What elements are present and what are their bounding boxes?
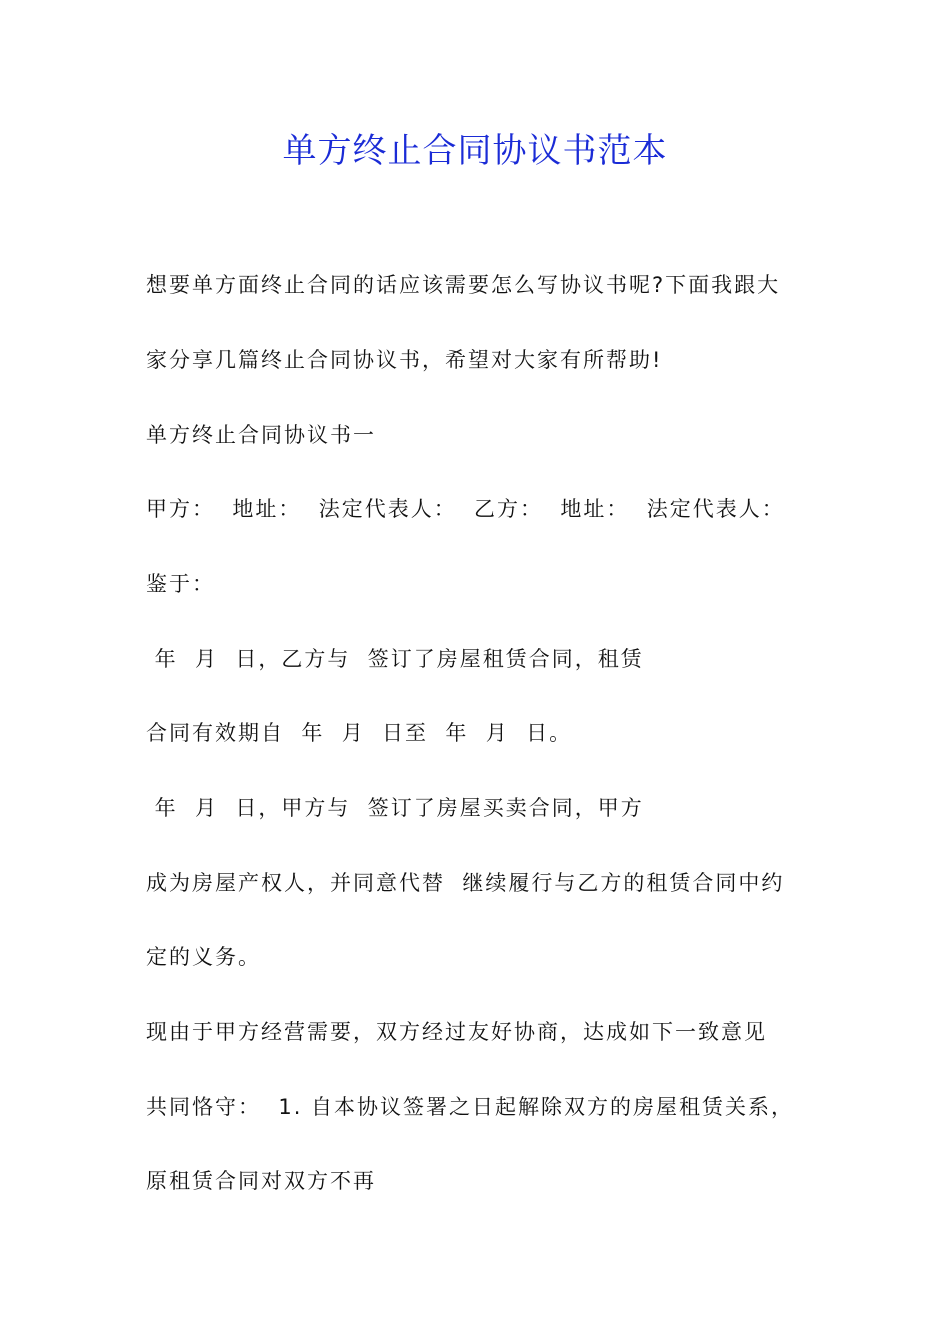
recital-1-line-2: 合同有效期自 年 月 日至 年 月 日。 xyxy=(146,721,573,745)
paragraph-line-2: 家分享几篇终止合同协议书，希望对大家有所帮助! xyxy=(146,348,663,372)
parties-line: 甲方： 地址： 法定代表人： 乙方： 地址： 法定代表人： xyxy=(146,497,785,521)
whereas-label: 鉴于： xyxy=(146,572,215,596)
paragraph-line-1: 想要单方面终止合同的话应该需要怎么写协议书呢?下面我跟大 xyxy=(146,273,781,297)
recital-2-line-1: 年 月 日，甲方与 签订了房屋买卖合同，甲方 xyxy=(146,796,644,820)
recital-1-line-1: 年 月 日，乙方与 签订了房屋租赁合同，租赁 xyxy=(146,647,644,671)
document-title: 单方终止合同协议书范本 xyxy=(282,131,668,171)
recital-2-line-2: 成为房屋产权人，并同意代替 继续履行与乙方的租赁合同中约 xyxy=(146,871,785,895)
agreement-line-3: 原租赁合同对双方不再 xyxy=(146,1169,376,1193)
recital-2-line-3: 定的义务。 xyxy=(146,945,261,969)
agreement-line-1: 现由于甲方经营需要，双方经过友好协商，达成如下一致意见 xyxy=(146,1020,767,1044)
agreement-line-2: 共同恪守： 1. 自本协议签署之日起解除双方的房屋租赁关系， xyxy=(146,1095,795,1119)
section-heading: 单方终止合同协议书一 xyxy=(146,423,376,447)
